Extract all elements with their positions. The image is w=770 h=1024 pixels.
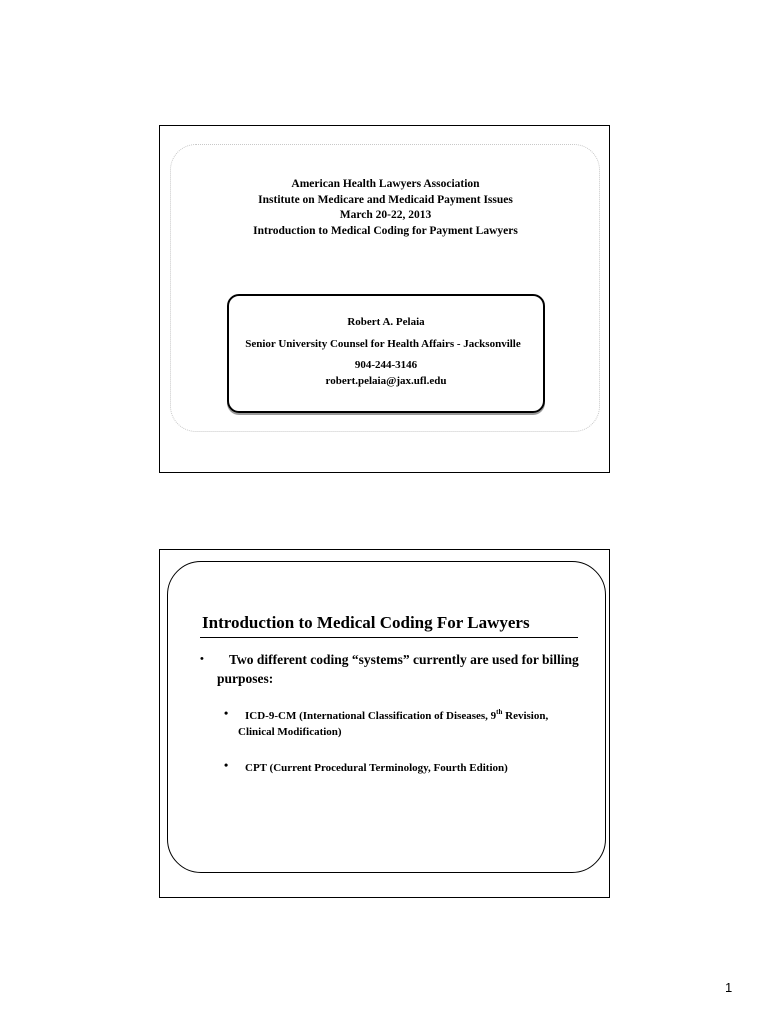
presenter-box xyxy=(227,294,545,413)
presenter-phone: 904-244-3146 xyxy=(354,359,418,371)
header-line-organization: American Health Lawyers Association xyxy=(291,178,480,190)
subbullet-icd-text-cont: Revision, Clinical Modification) xyxy=(238,710,549,738)
bullet-dot-icon: • xyxy=(200,653,204,665)
presenter-email: robert.pelaia@jax.ufl.edu xyxy=(325,375,447,387)
ordinal-superscript: th xyxy=(496,708,503,716)
subbullet-cpt-text: CPT (Current Procedural Terminology, Fourth Edition) xyxy=(245,762,508,774)
header-line-session-title: Introduction to Medical Coding for Payment Lawyers xyxy=(253,224,518,237)
page-number: 1 xyxy=(725,980,733,995)
title-underline xyxy=(200,637,578,638)
slide-2 xyxy=(159,549,610,898)
bullet-coding-systems xyxy=(200,650,580,688)
subbullet-icd xyxy=(224,708,554,740)
slide-1 xyxy=(159,125,610,473)
subbullet-dot-icon: • xyxy=(224,706,229,720)
presenter-name: Robert A. Pelaia xyxy=(347,316,425,328)
header-line-date: March 20-22, 2013 xyxy=(339,209,432,221)
subbullet-dot-icon: • xyxy=(224,758,229,772)
subbullet-icd-text xyxy=(224,708,554,740)
subbullet-cpt xyxy=(224,760,554,776)
header-line-institute: Institute on Medicare and Medicaid Payment Issues xyxy=(258,193,513,206)
subbullet-icd-text-main: ICD-9-CM (International Classification of Diseases, 9 xyxy=(245,710,497,722)
slide-1-header xyxy=(160,177,611,239)
bullet-text: Two different coding “systems” currently are used for billing purposes: xyxy=(217,652,579,686)
presenter-title: Senior University Counsel for Health Affairs - Jacksonville xyxy=(245,338,521,350)
slide-2-title: Introduction to Medical Coding For Lawyers xyxy=(202,613,530,632)
